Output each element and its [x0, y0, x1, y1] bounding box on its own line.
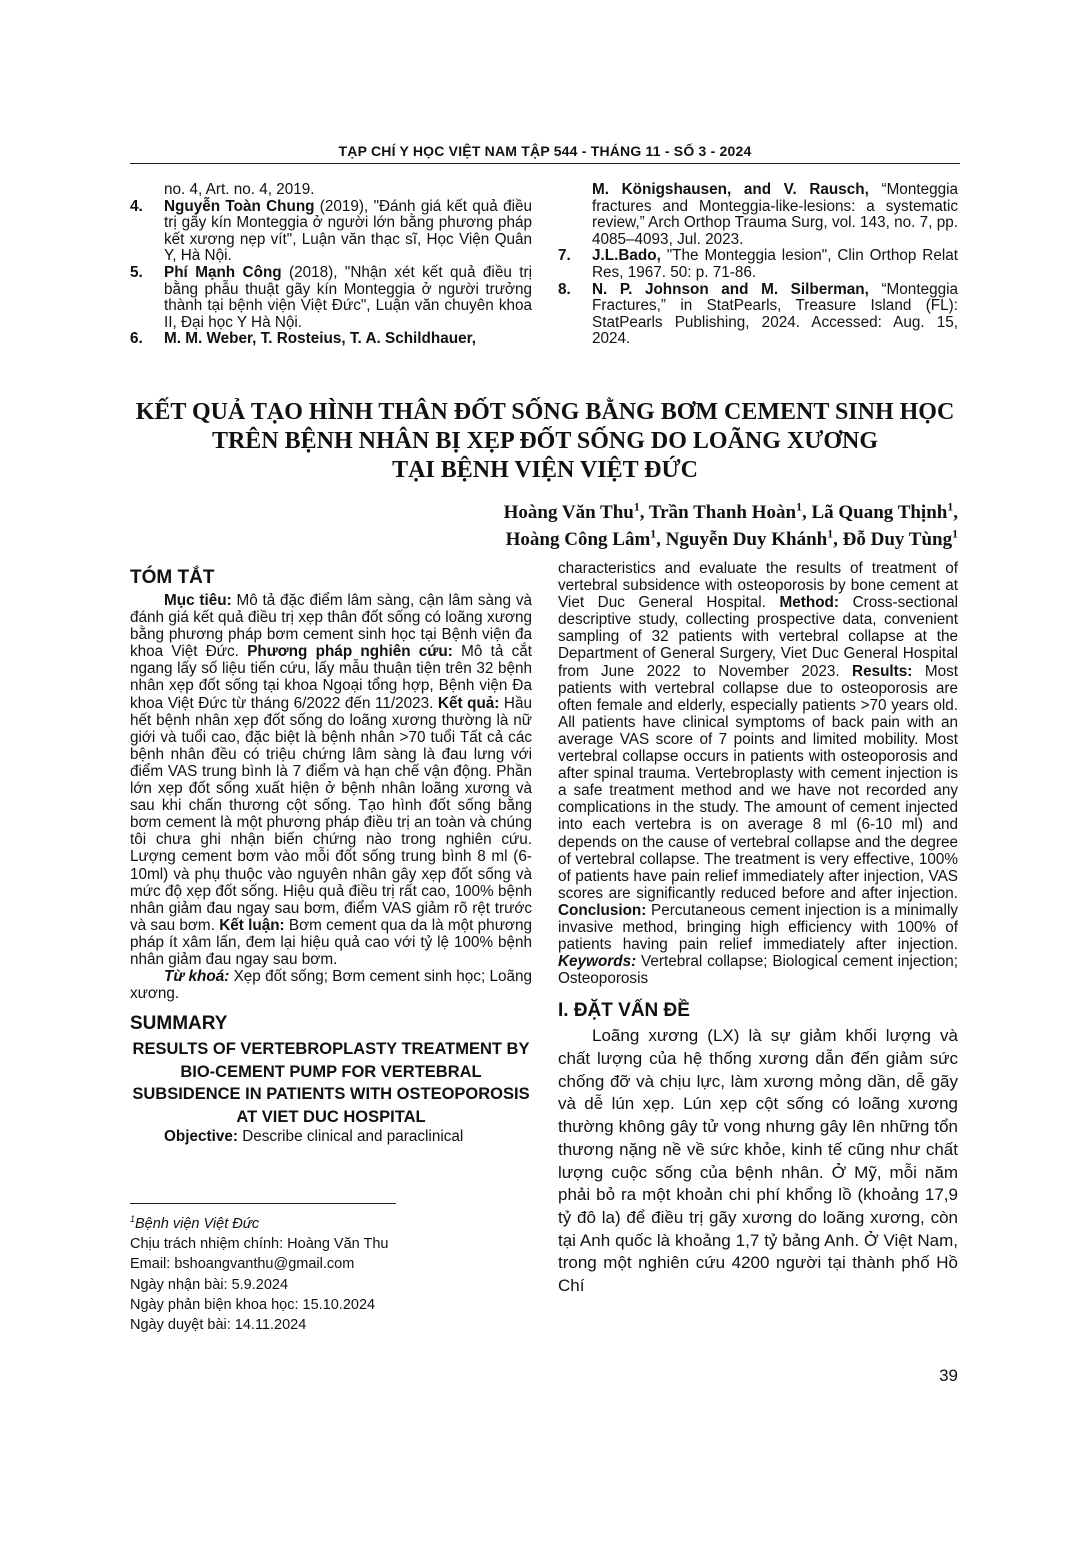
summary-title: RESULTS OF VERTEBROPLASTY TREATMENT BY BIO-CEMENT PUMP FOR VERTEBRAL SUBSIDENCE IN PATIENTS WITH OSTEOPOROSIS AT VIET DUC HOSPITAL	[132, 1040, 530, 1126]
corresponding-author: Chịu trách nhiệm chính: Hoàng Văn Thu	[130, 1236, 389, 1253]
right-text-column	[558, 560, 958, 1298]
keywords-vi: Từ khoá: Xẹp đốt sống; Bơm cement sinh học; Loãng xương.	[130, 968, 532, 1003]
introduction-body: Loãng xương (LX) là sự giảm khối lượng và chất lượng của hệ thống xương dẫn đến giảm sức chống đỡ và chịu lực, làm xương mỏng dần, dễ gãy và dễ lún xẹp. Lún xẹp cột sống có loãng xương thường không gây tử vong nhưng gây lên những tổn thương nặng nề về sức khỏe, kinh tế cũng như chất lượng cuộc sống của bệnh nhân. Ở Mỹ, mỗi năm phải bỏ ra một khoản chi phí khổng lồ (khoảng 17,9 tỷ đô la) để điều trị gãy xương do loãng xương, còn tại Anh quốc là khoảng 1,7 tỷ bảng Anh. Ở Việt Nam, trong một nghiên cứu 4200 người tại thành phố Hồ Chí	[558, 1026, 958, 1296]
footnotes	[130, 1214, 532, 1335]
article-title	[130, 398, 960, 485]
reference-item: M. Königshausen, and V. Rausch, “Monteggia fractures and Monteggia-like-lesions: a systematic review,” Arch Orthop Trauma Surg, vol. 143, no. 7, pp. 4085–4093, Jul. 2023.	[592, 181, 959, 248]
summary-objective: Objective: Describe clinical and paraclinical	[164, 1128, 464, 1146]
affiliation-footnote: $^1$Bệnh viện Việt Đức	[130, 1214, 260, 1232]
reference-item: 8. N. P. Johnson and M. Silberman, “Monteggia Fractures,” in StatPearls, Treasure Island (FL): StatPearls Publishing, 2024. Accessed: Aug. 15, 2024.	[558, 280, 958, 348]
footnote-divider	[130, 1203, 396, 1204]
author-name: Nguyễn Duy Khánh	[665, 529, 828, 550]
abstract-vi-heading: TÓM TẮT	[130, 567, 215, 588]
reference-item: 6. M. M. Weber, T. Rosteius, T. A. Schildhauer,	[130, 330, 476, 348]
journal-header: TẠP CHÍ Y HỌC VIỆT NAM TẬP 544 - THÁNG 11 - SỐ 3 - 2024	[338, 143, 752, 159]
header-divider	[130, 163, 960, 164]
title-line: KẾT QUẢ TẠO HÌNH THÂN ĐỐT SỐNG BẰNG BƠM CEMENT SINH HỌC	[135, 399, 955, 425]
reference-item: no. 4, Art. no. 4, 2019.	[164, 181, 315, 198]
page-number: 39	[939, 1366, 958, 1385]
abstract-en-body: characteristics and evaluate the results of treatment of vertebral subsidence with osteoporosis by bone cement at Viet Duc General Hospital. Method: Cross-sectional descriptive study, collecting prospective data, convenient sampling of 32 patients with vertebral collapse at the Department of General Surgery, Viet Duc General Hospital from June 2022 to November 2023. Results: Most patients with vertebral collapse due to osteoporosis are often female and elderly, especially patients >70 years old. All patients have clinical symptoms of back pain with an average VAS score of 7 points and limited mobility. Most vertebral collapse occurs in patients with osteoporosis and after spinal trauma. Vertebroplasty with cement injection is a safe treatment method and we have not recorded any complications in the study. The amount of cement injected into each vertebra is on average 8 ml (6-10 ml) and depends on the cause of vertebral collapse and the degree of vertebral collapse. The treatment is very effective, 100% of patients have pain relief immediately after injection, VAS scores are significantly reduced before and after injection. Conclusion: Percutaneous cement injection is a minimally invasive method, bringing high efficiency with 100% of patients having pain relief immediately after injection. Keywords: Vertebral collapse; Biological cement injection; Osteoporosis	[558, 560, 958, 988]
author-line: Hoàng Văn Thu$^1$, Trần Thanh Hoàn$^1$, Lã Quang Thịnh$^1$,	[503, 500, 958, 523]
introduction-heading: I. ĐẶT VẤN ĐỀ	[558, 1000, 690, 1022]
reference-item: 5. Phí Mạnh Công (2018), "Nhận xét kết quả điều trị bằng phẫu thuật gãy kín Monteggia ở người trưởng thành tại bệnh viện Việt Đức", Luận văn chuyên khoa II, Đại học Y Hà Nội.	[130, 263, 532, 331]
references-left-column	[130, 182, 532, 348]
abstract-vi-body: Mục tiêu: Mô tả đặc điểm lâm sàng, cận lâm sàng và đánh giá kết quả điều trị xẹp thân đốt sống có loãng xương bằng phương pháp bơm cement sinh học tại Bệnh viện đa khoa Việt Đức. Phương pháp nghiên cứu: Mô tả cắt ngang lấy số liệu tiến cứu, lấy mẫu thuận tiện trên 32 bệnh nhân xẹp đốt sống tại khoa Ngoại tổng hợp, Bệnh viện Đa khoa Việt Đức từ tháng 6/2022 đến 11/2023. Kết quả: Hầu hết bệnh nhân xẹp đốt sống do loãng xương thường là nữ giới và tuổi cao, đặc biệt là bệnh nhân >70 tuổi Tất cả các bệnh nhân đều có triệu chứng lâm sàng là đau lưng với điểm VAS trung bình là 7 điểm và hạn chế vận động. Phần lớn xẹp đốt sống xuất hiện ở bệnh nhân loãng xương và sau khi chấn thương cột sống. Tạo hình đốt sống bằng bơm cement là một phương pháp điều trị an toàn và chúng tôi chưa ghi nhận biến chứng nào trong nghiên cứu. Lượng cement bơm vào mỗi đốt sống trung bình 8 ml (6-10ml) và phụ thuộc vào nguyên nhân gây xẹp đốt sống và mức độ xẹp đốt sống. Hiệu quả điều trị rất cao, 100% bệnh nhân giảm đau ngay sau bơm, điểm VAS giảm rõ rệt trước và sau bơm. Kết luận: Bơm cement qua da là một phương pháp ít xâm lấn, đem lại hiệu quả cao với tỷ lệ 100% bệnh nhân giảm đau ngay sau bơm.	[130, 592, 532, 968]
references-right-column	[558, 182, 958, 348]
author-name: Đỗ Duy Tùng	[842, 529, 953, 550]
author-line: Hoàng Công Lâm$^1$, Nguyễn Duy Khánh$^1$, Đỗ Duy Tùng$^1$	[505, 527, 958, 550]
received-date: Ngày nhận bài: 5.9.2024	[130, 1276, 289, 1293]
review-date: Ngày phản biện khoa học: 15.10.2024	[130, 1296, 376, 1313]
reference-item: 4. Nguyễn Toàn Chung (2019), "Đánh giá kết quả điều trị gãy kín Monteggia ở người lớn bằng phương pháp kết xương nẹp vít", Luận văn thạc sĩ, Học Viện Quân Y, Hà Nội.	[130, 197, 533, 265]
author-name: Trần Thanh Hoàn	[648, 502, 797, 523]
title-line: TẠI BỆNH VIỆN VIỆT ĐỨC	[392, 457, 698, 483]
reference-item: 7. J.L.Bado, "The Monteggia lesion", Clin Orthop Relat Res, 1967. 50: p. 71-86.	[558, 247, 958, 281]
author-name: Lã Quang Thịnh	[811, 502, 948, 523]
accepted-date: Ngày duyệt bài: 14.11.2024	[130, 1317, 307, 1334]
summary-heading: SUMMARY	[130, 1013, 228, 1035]
email-line: Email: bshoangvanthu@gmail.com	[130, 1256, 355, 1273]
left-text-column	[130, 566, 532, 1145]
title-line: TRÊN BỆNH NHÂN BỊ XẸP ĐỐT SỐNG DO LOÃNG XƯƠNG	[211, 428, 879, 454]
author-name: Hoàng Văn Thu	[503, 502, 634, 523]
author-name: Hoàng Công Lâm	[505, 529, 651, 550]
author-list	[504, 499, 958, 553]
